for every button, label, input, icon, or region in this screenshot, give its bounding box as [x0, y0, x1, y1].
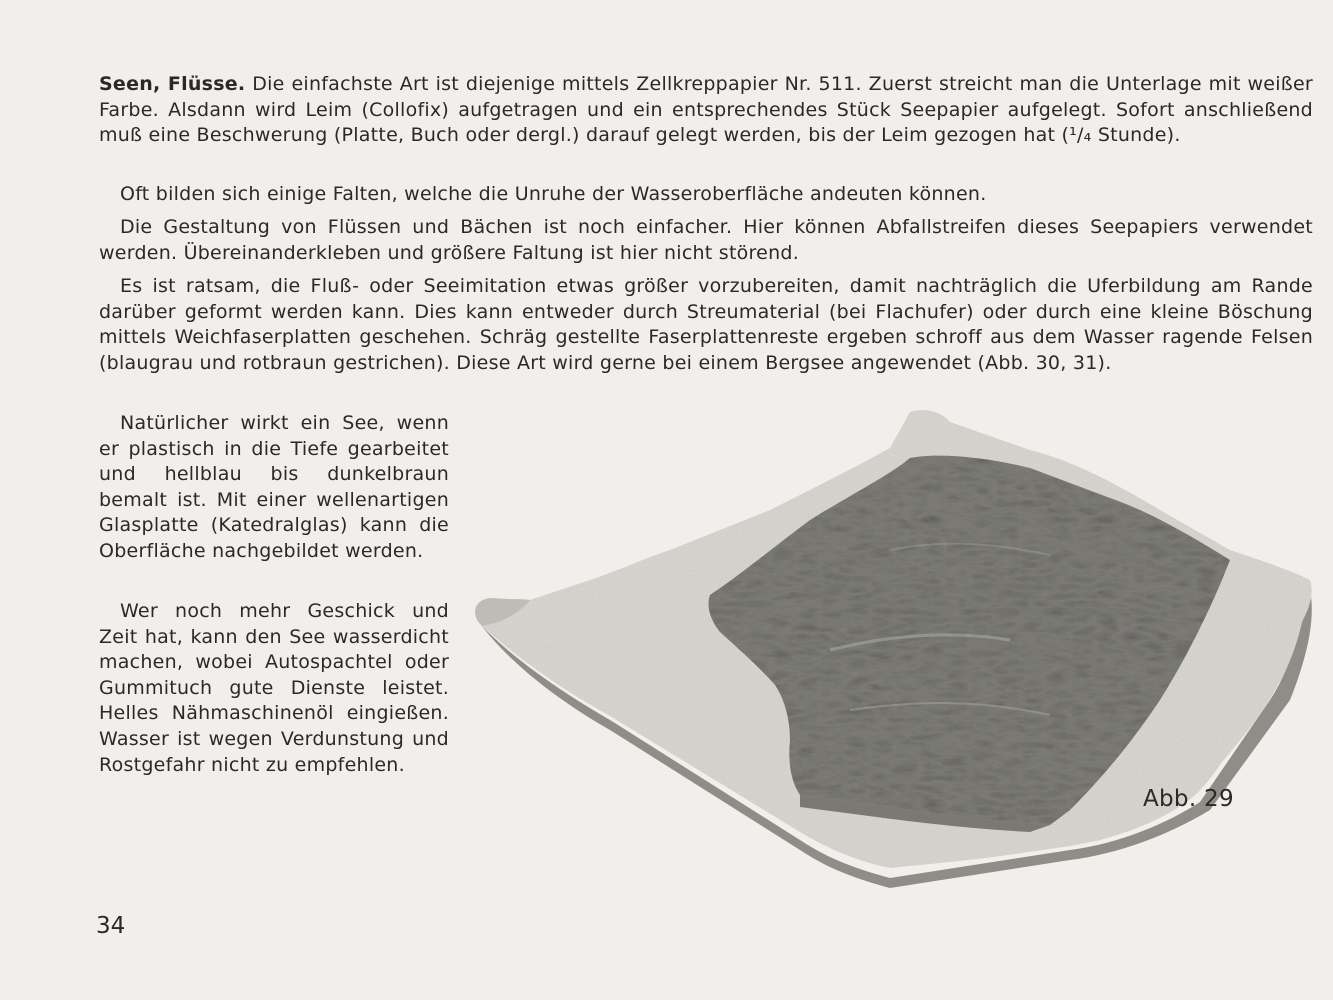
- paragraph-natuerlicher-see: Natürlicher wirkt ein See, wenn er plastisch in die Tiefe gearbeitet und hellblau bis dunkelbraun bemalt ist. Mit einer wellenartigen Glasplatte (Katedralglas) kann die Oberfläche nachgebildet werden.: [99, 412, 449, 562]
- paragraph-seen-fluesse: [99, 72, 1313, 149]
- paragraph-body: Die einfachste Art ist diejenige mittels Zellkreppapier Nr. 511. Zuerst streicht man die Unterlage mit weißer Farbe. Alsdann wird Leim (Collofix) aufgetragen und ein entsprechendes Stück Seepapier aufgelegt. Sofort anschließend muß eine Beschwerung (Platte, Buch oder dergl.) darauf gelegt werden, bis der Leim gezogen hat (¹/₄ Stunde).: [99, 73, 1313, 147]
- paragraph-fluesse-baeche: Die Gestaltung von Flüssen und Bächen ist noch einfacher. Hier können Abfallstreifen dieses Seepapiers verwendet werden. Übereinanderkleben und größere Faltung ist hier nicht störend.: [99, 216, 1313, 264]
- lake-model-photo: [470, 400, 1333, 900]
- page-number: 34: [96, 913, 126, 939]
- paragraph-lead-heading: Seen, Flüsse.: [99, 73, 246, 95]
- paragraph-falten: Oft bilden sich einige Falten, welche die Unruhe der Wasseroberfläche andeuten können.: [120, 183, 987, 205]
- paragraph-uferbildung: Es ist ratsam, die Fluß- oder Seeimitation etwas größer vorzubereiten, damit nachträglich die Uferbildung am Rande darüber geformt werden kann. Dies kann entweder durch Streumaterial (bei Flachufer) oder durch eine kleine Böschung mittels Weichfaserplatten geschehen. Schräg gestellte Faserplattenreste ergeben schroff aus dem Wasser ragende Felsen (blaugrau und rotbraun gestrichen). Diese Art wird gerne bei einem Bergsee angewendet (Abb. 30, 31).: [99, 275, 1313, 374]
- paragraph-wasserdicht: Wer noch mehr Geschick und Zeit hat, kann den See wasserdicht machen, wobei Autospachtel oder Gummituch gute Dienste leistet. Helles Nähmaschinenöl eingießen. Wasser ist wegen Verdunstung und Rostgefahr nicht zu empfehlen.: [99, 600, 449, 776]
- figure-caption: Abb. 29: [1143, 786, 1234, 812]
